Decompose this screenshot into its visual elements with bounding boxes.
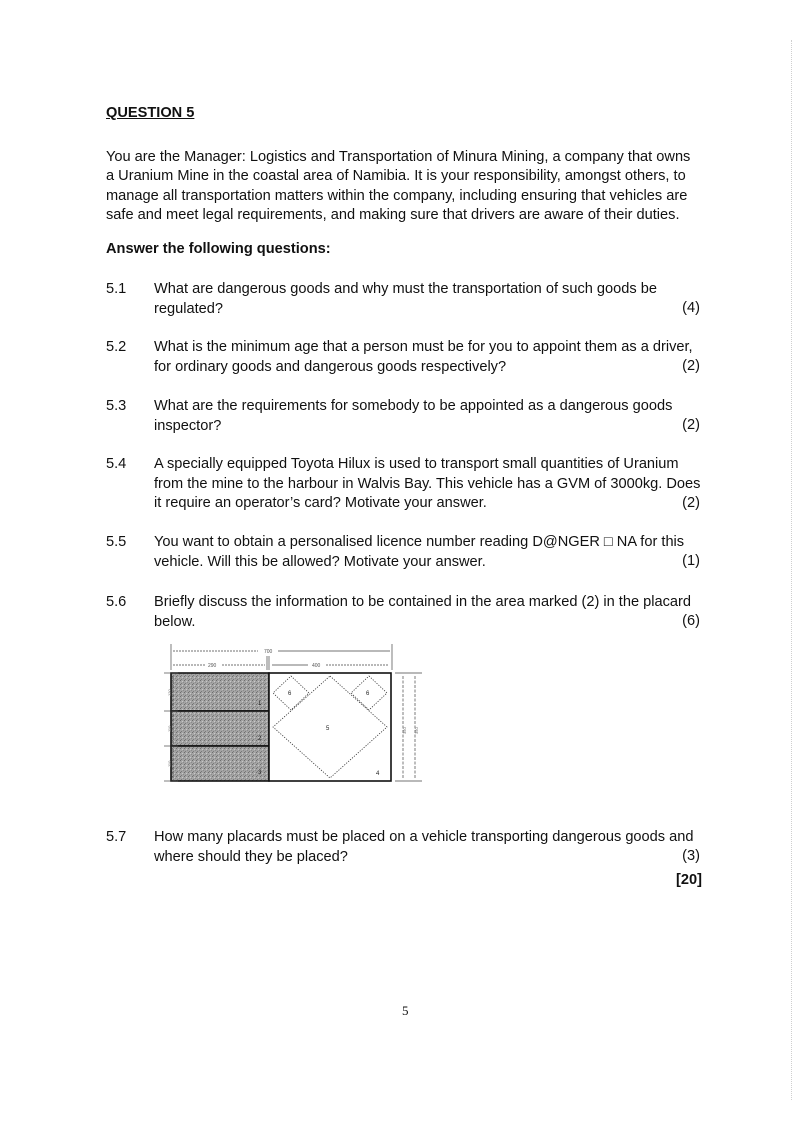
question-text [154,533,700,572]
question-text [154,280,700,319]
dimension-label: 700 [264,649,273,655]
dimension-label: 400 [312,663,321,669]
scan-edge-artifact [791,40,793,1100]
area-number: 3 [258,770,262,776]
area-number: 6 [366,691,370,697]
dimension-label: 110 [167,725,172,732]
question-number: 5.1 [106,281,127,297]
question-line: where should they be placed? [154,848,348,865]
question-line: vehicle. Will this be allowed? Motivate your answer. [154,553,486,570]
placard-area-3 [171,746,269,781]
question-marks: (3) [682,848,700,864]
intro-line: safe and meet legal requirements, and making sure that drivers are aware of their duties. [106,206,680,223]
intro-line: You are the Manager: Logistics and Transportation of Minura Mining, a company that owns [106,149,691,165]
question-heading: QUESTION 5 [106,105,195,121]
instruction-heading: Answer the following questions: [106,241,331,257]
question-number: 5.7 [106,829,127,845]
question-marks: (2) [682,417,700,433]
placard-area-2 [171,711,269,746]
dimension-label: 350 [414,727,419,734]
question-text [154,455,700,514]
question-marks: (2) [682,358,700,374]
placard-diagram [160,640,430,790]
question-marks: (4) [682,300,700,316]
intro-line: manage all transportation matters within the company, including ensuring that vehicles are [106,187,688,204]
question-line: regulated? [154,300,223,317]
intro-line: a Uranium Mine in the coastal area of Namibia. It is your responsibility, amongst others, to [106,168,686,185]
area-number: 1 [258,701,262,707]
question-line: Briefly discuss the information to be contained in the area marked (2) in the placard [154,594,692,610]
area-number: 5 [326,726,330,732]
question-line: What are the requirements for somebody to be appointed as a dangerous goods [154,398,673,414]
question-number: 5.4 [106,456,127,472]
question-marks: (1) [682,553,700,569]
question-line: You want to obtain a personalised licence number reading D@NGER □ NA for this [154,534,685,550]
question-number: 5.5 [106,534,127,550]
question-line: How many placards must be placed on a vehicle transporting dangerous goods and [154,829,694,845]
question-number: 5.3 [106,398,127,414]
question-line: What is the minimum age that a person must be for you to appoint them as a driver, [154,339,693,355]
question-line: it require an operator’s card? Motivate your answer. [154,495,487,511]
question-line: What are dangerous goods and why must the transportation of such goods be [154,281,657,297]
question-line: below. [154,613,196,630]
question-marks: (6) [682,613,700,629]
question-line: for ordinary goods and dangerous goods respectively? [154,358,507,375]
dimension-label: 120 [167,689,172,696]
dimension-left-width [173,656,269,670]
question-text [154,828,700,867]
page-number: 5 [402,1003,409,1018]
dimension-right-heights [395,673,422,781]
area-number: 4 [376,771,380,777]
dimension-label: 290 [208,663,217,669]
placard-area-1 [171,673,269,711]
question-number: 5.2 [106,339,127,355]
question-text [154,338,700,377]
question-line: A specially equipped Toyota Hilux is used to transport small quantities of Uranium [154,456,679,472]
dimension-label: 350 [402,727,407,734]
dimension-overall-width [171,644,392,670]
question-line: inspector? [154,417,222,434]
question-marks: (2) [682,495,700,511]
intro-paragraph [106,148,702,225]
total-marks: [20] [676,872,702,888]
area-number: 6 [288,691,292,697]
dimension-label: 110 [167,760,172,767]
question-text [154,593,700,632]
question-line: from the mine to the harbour in Walvis Bay. This vehicle has a GVM of 3000kg. Does [154,475,701,492]
question-text [154,397,700,436]
area-number: 2 [258,736,262,742]
question-number: 5.6 [106,594,127,610]
